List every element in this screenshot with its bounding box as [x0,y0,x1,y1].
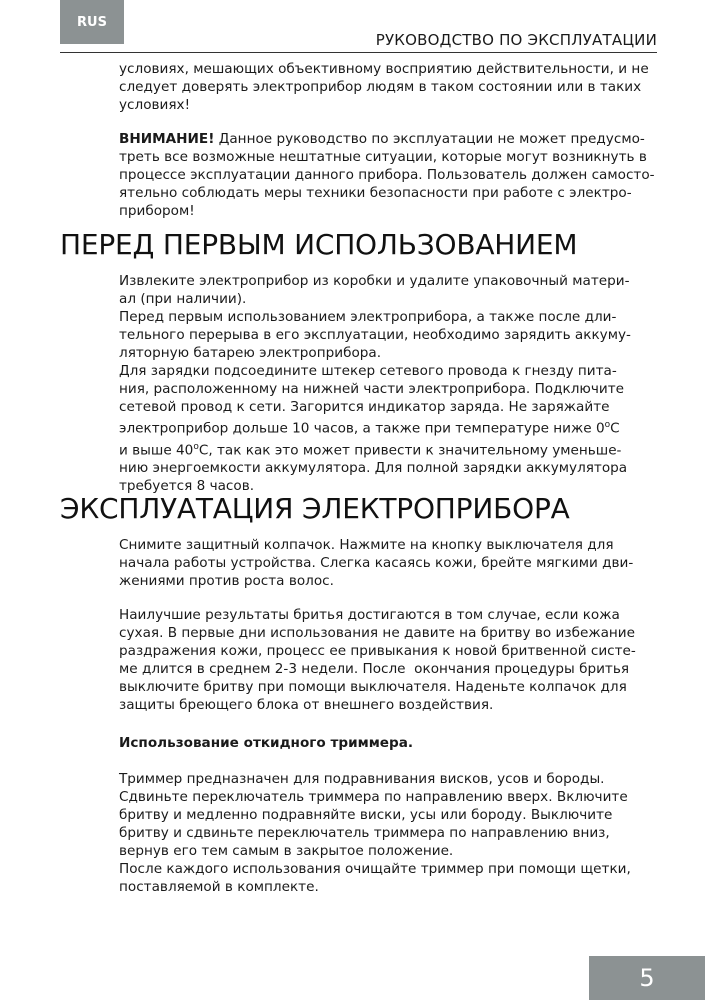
before-use-paragraph-3: Для зарядки подсоедините штекер сетевого провода к гнезду пита- ния, расположенному на нижней части электроприбора. Подключите сетевой провод к сети. Загорится индикатор заряда. Не заряжайте электроприбор дольше 10 часов, а также при температуре ниже $0^оС$ и выше $40^оС$, так как это может привести к значительному уменьше- нию энергоемкости аккумулятора. Для полной зарядки аккумулятора требуется 8 часов. [119,363,628,495]
before-use-paragraph-2: Перед первым использованием электроприбора, а также после дли- тельного перерыва в его эксплуатации, необходимо зарядить аккуму- ляторную батарею электроприбора. [119,309,631,361]
warning-paragraph: ВНИМАНИЕ! Данное руководство по эксплуатации не может предусмо- треть все возможные нештатные ситуации, которые могут возникнуть в процессе эксплуатации данного прибора. Пользователь должен самосто- ятельно соблюдать меры техники безопасности при работе с электро- прибором! [119,131,655,219]
before-use-paragraph-1: Извлеките электроприбор из коробки и удалите упаковочный матери- ал (при наличии). [119,273,630,307]
trimmer-subheading: Использование откидного триммера. [119,735,414,751]
language-tab: RUS [60,0,124,44]
warning-label: ВНИМАНИЕ! [119,131,215,147]
header-divider [60,52,657,53]
section-heading-before-first-use: ПЕРЕД ПЕРВЫМ ИСПОЛЬЗОВАНИЕМ [60,228,578,261]
document-header-title: РУКОВОДСТВО ПО ЭКСПЛУАТАЦИИ [375,31,657,49]
section-heading-operation: ЭКСПЛУАТАЦИЯ ЭЛЕКТРОПРИБОРА [60,492,570,525]
operation-paragraph-3: Триммер предназначен для подравнивания висков, усов и бороды. Сдвиньте переключатель триммера по направлению вверх. Включите бритву и медленно подравняйте виски, усы или бороду. Выключите бритву и сдвиньте переключатель триммера по направлению вниз, вернув его тем самым в закрытое положение. [119,771,628,859]
operation-paragraph-4: После каждого использования очищайте триммер при помощи щетки, поставляемой в комплекте. [119,861,631,895]
page-number: 5 [589,956,705,1000]
intro-continuation: условиях, мешающих объективному восприятию действительности, и не следует доверять электроприбор людям в таком состоянии или в таких условиях! [119,61,649,113]
operation-paragraph-2: Наилучшие результаты бритья достигаются в том случае, если кожа сухая. В первые дни использования не давите на бритву во избежание раздражения кожи, процесс ее привыкания к новой бритвенной систе- ме длится в среднем 2-3 недели. После окончания процедуры бритья выключите бритву при помощи выключателя. Наденьте колпачок для защиты бреющего блока от внешнего воздействия. [119,607,636,713]
operation-paragraph-1: Снимите защитный колпачок. Нажмите на кнопку выключателя для начала работы устройства. Слегка касаясь кожи, брейте мягкими дви- жениями против роста волос. [119,537,634,589]
